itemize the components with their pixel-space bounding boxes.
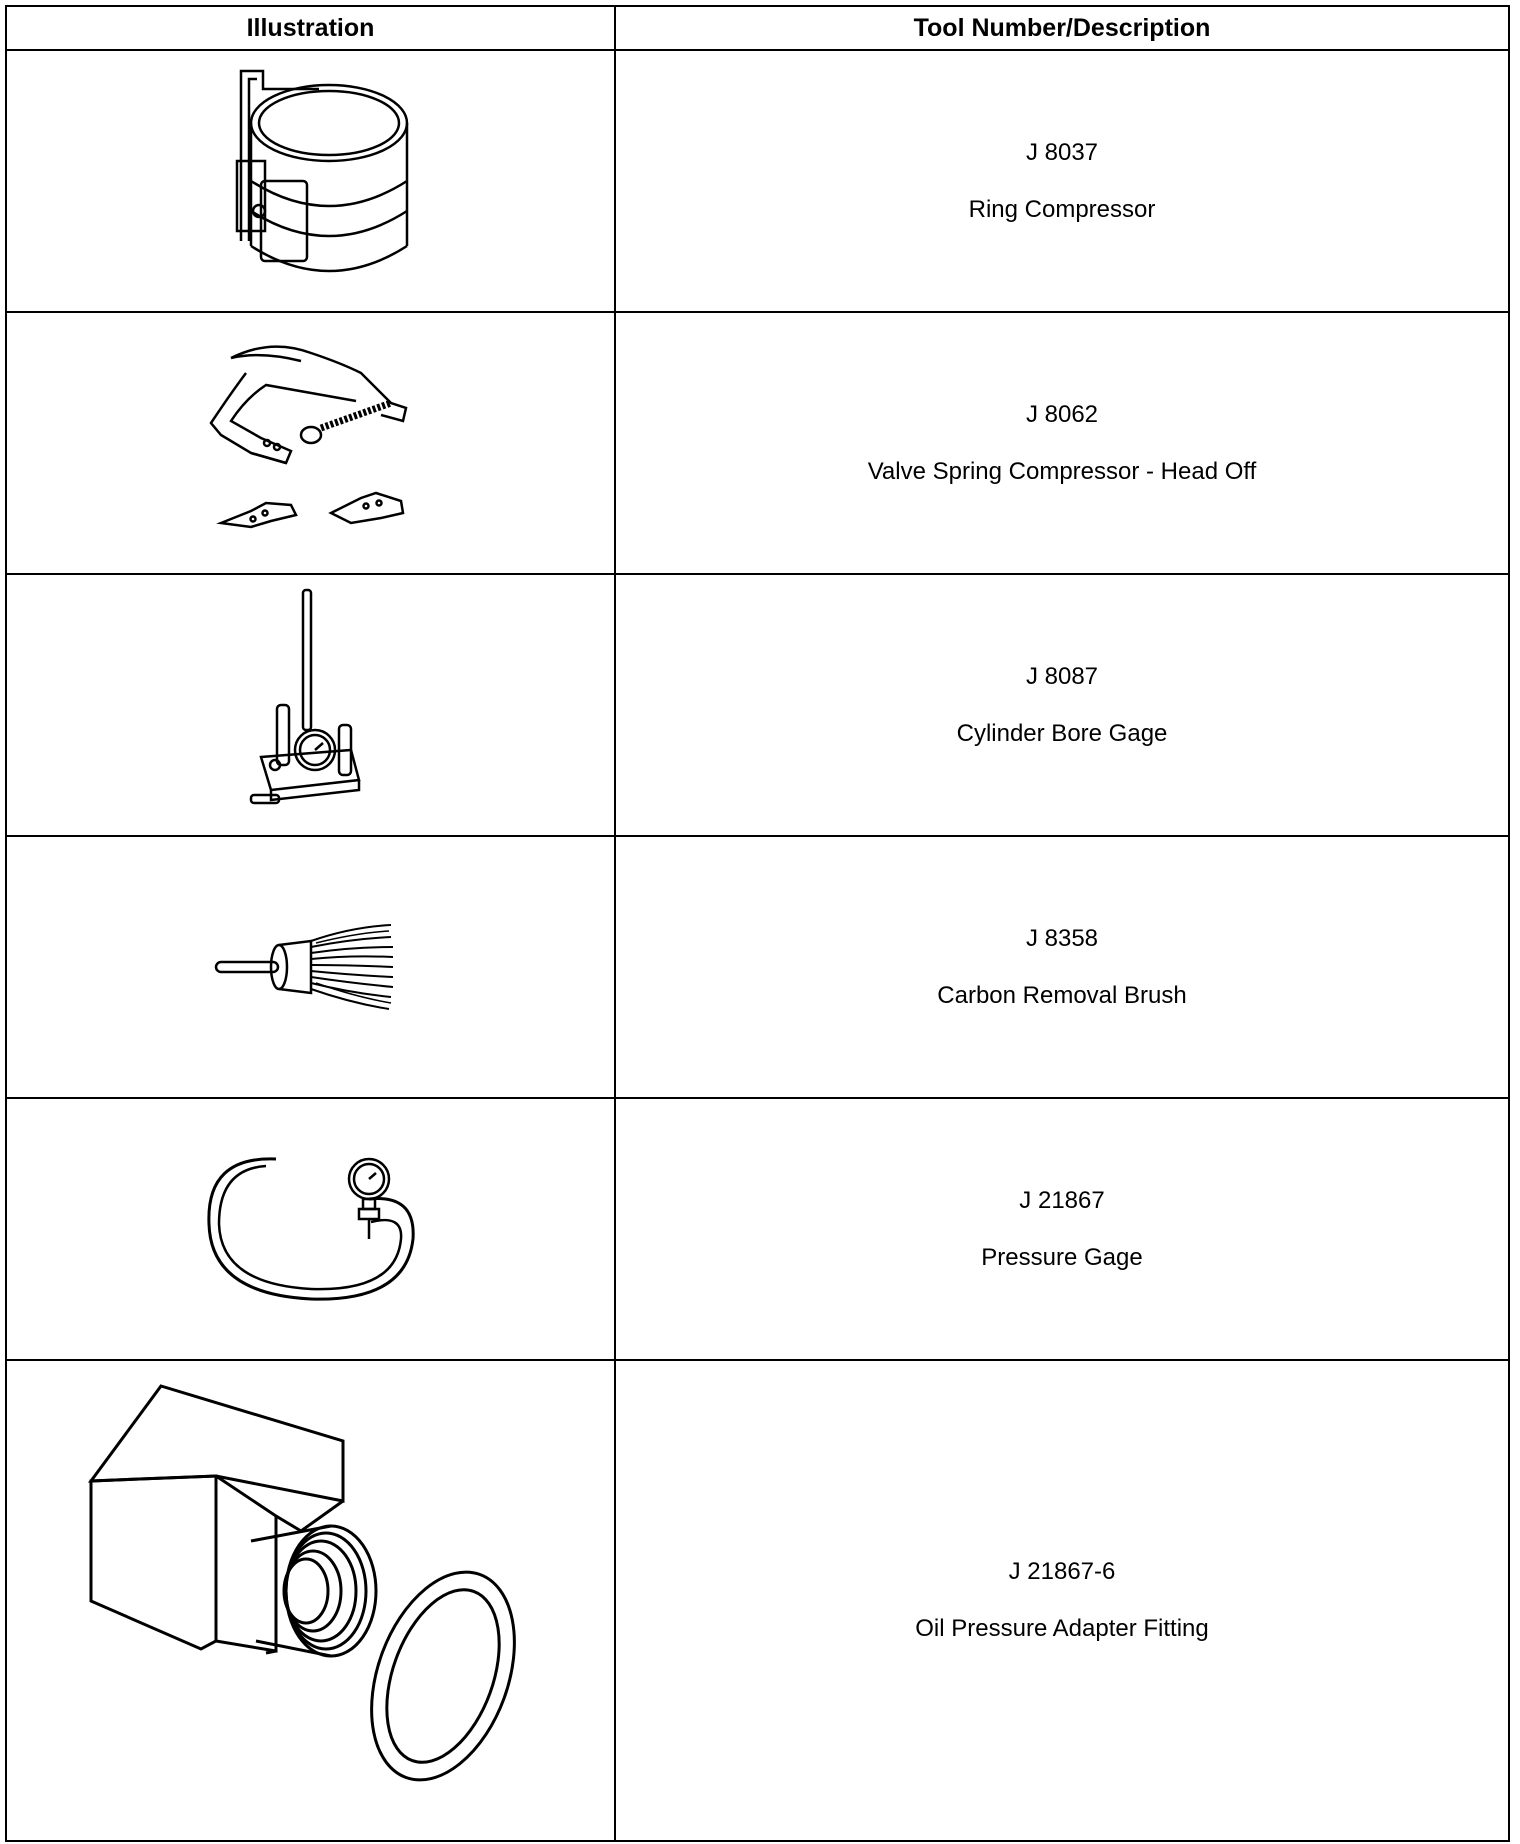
tool-description: Valve Spring Compressor - Head Off (867, 457, 1257, 485)
illustration-cell (6, 50, 615, 312)
table-row (6, 836, 1509, 1098)
tool-number: J 8087 (1025, 662, 1099, 690)
tool-number: J 8062 (1025, 400, 1099, 428)
illustration-cell (6, 836, 615, 1098)
description-cell (615, 50, 1509, 312)
tool-description: Ring Compressor (968, 195, 1156, 223)
tool-number: J 21867 (1019, 1186, 1105, 1214)
valve-spring-compressor-icon (191, 343, 431, 543)
ring-compressor-icon (201, 61, 421, 301)
header-illustration: Illustration (6, 6, 615, 50)
illustration-cell (6, 574, 615, 836)
special-tools-table (5, 5, 1510, 1842)
description-cell (615, 574, 1509, 836)
tool-number: J 21867-6 (1008, 1558, 1116, 1585)
illustration-cell (6, 312, 615, 574)
description-cell (615, 1098, 1509, 1360)
tool-description: Carbon Removal Brush (937, 981, 1187, 1009)
illustration-cell (6, 1360, 615, 1841)
table-row (6, 312, 1509, 574)
table-row (6, 574, 1509, 836)
table-row (6, 50, 1509, 312)
adapter-fitting-icon (81, 1381, 541, 1821)
cylinder-bore-gage-icon (241, 585, 381, 825)
carbon-removal-brush-icon (211, 917, 411, 1017)
description-cell (615, 312, 1509, 574)
tool-description: Pressure Gage (981, 1243, 1143, 1271)
tool-number: J 8037 (1025, 138, 1099, 166)
pressure-gage-icon (201, 1144, 421, 1314)
tool-number: J 8358 (1025, 924, 1099, 952)
illustration-cell (6, 1098, 615, 1360)
tool-description: Cylinder Bore Gage (956, 719, 1168, 747)
table-row (6, 1098, 1509, 1360)
tool-description: Oil Pressure Adapter Fitting (915, 1615, 1209, 1642)
table-row (6, 1360, 1509, 1841)
description-cell (615, 1360, 1509, 1841)
header-tool-description: Tool Number/Description (615, 6, 1509, 50)
description-cell (615, 836, 1509, 1098)
header-row (6, 6, 1509, 50)
